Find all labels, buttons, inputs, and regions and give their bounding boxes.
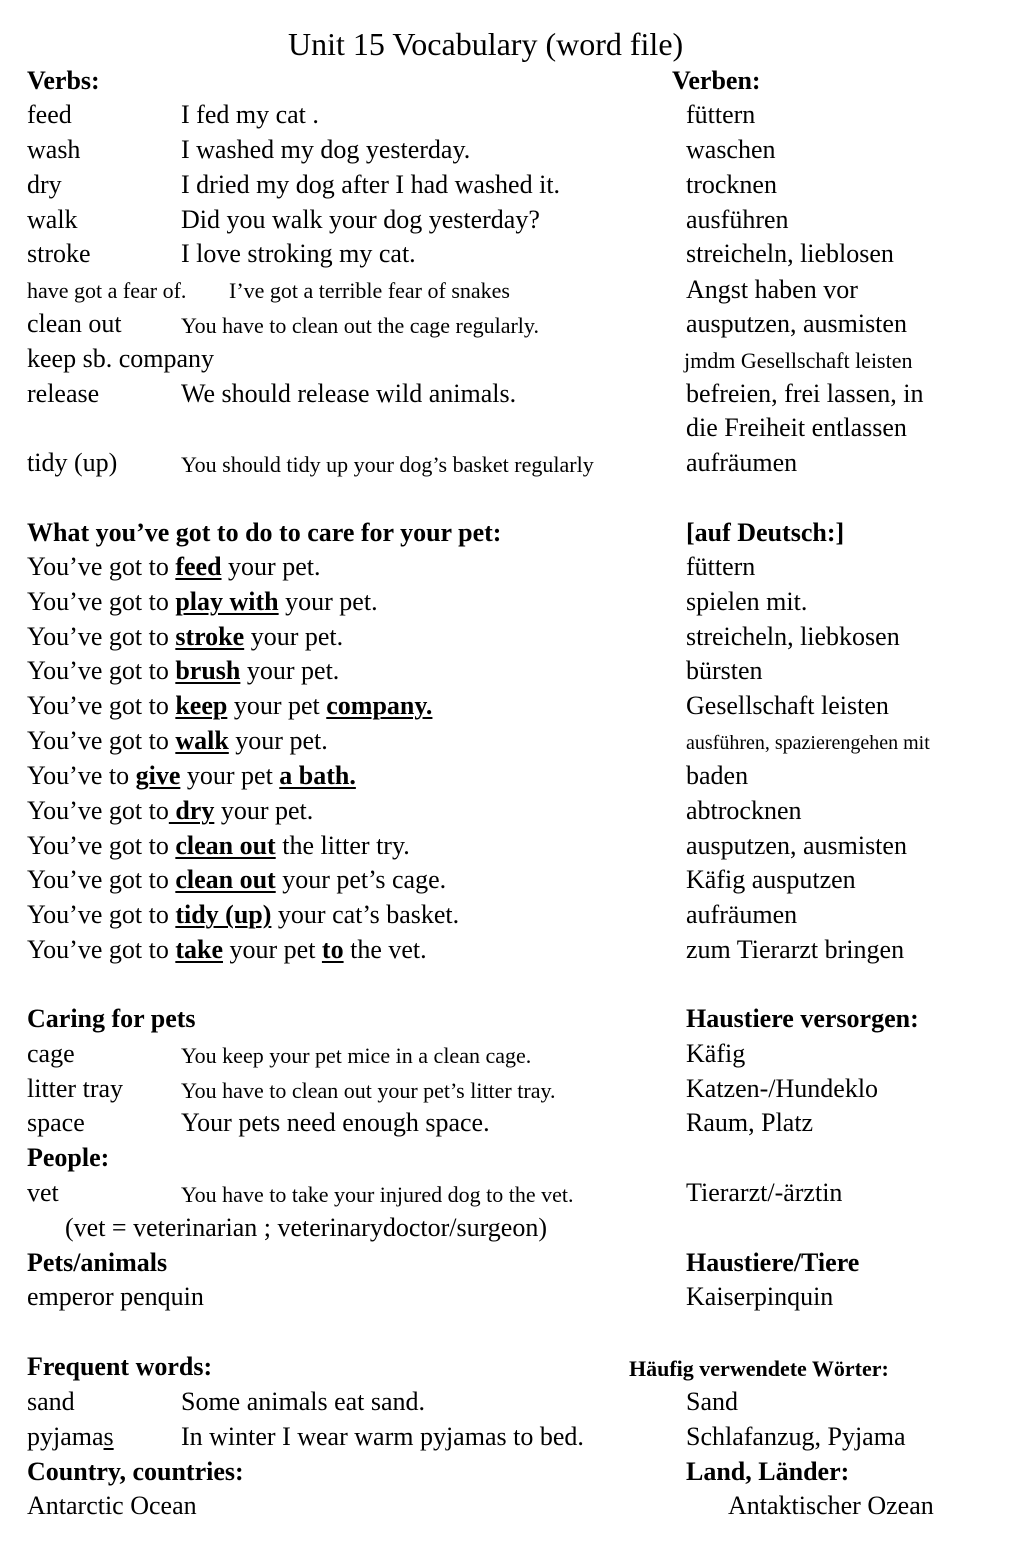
vocab-word: emperor penquin xyxy=(27,1282,204,1311)
example-sentence: You have to take your injured dog to the vet. xyxy=(181,1182,574,1207)
example-sentence: I’ve got a terrible fear of snakes xyxy=(229,278,510,303)
key-verb: stroke xyxy=(175,622,245,651)
german-translation: baden xyxy=(686,761,749,790)
german-translation: abtrocknen xyxy=(686,796,802,825)
vocab-word: cage xyxy=(27,1039,75,1068)
vocab-word: litter tray xyxy=(27,1074,124,1103)
care-sentence-middle: your pet xyxy=(180,761,280,790)
care-sentence-end: your pet’s cage. xyxy=(275,865,447,894)
german-translation: befreien, frei lassen, in xyxy=(686,379,924,408)
german-translation: ausputzen, ausmisten xyxy=(686,831,907,860)
vocab-word: tidy (up) xyxy=(27,448,118,477)
german-translation-continued: die Freiheit entlassen xyxy=(686,413,907,442)
german-translation: Angst haben vor xyxy=(686,275,858,304)
section-heading-verbs-de: Verben: xyxy=(672,66,761,95)
example-sentence: I fed my cat . xyxy=(181,100,319,129)
section-heading-people: People: xyxy=(27,1143,110,1172)
section-heading-caring: Caring for pets xyxy=(27,1004,196,1033)
german-translation: Käfig xyxy=(686,1039,746,1068)
german-translation: streicheln, liebkosen xyxy=(686,622,900,651)
example-sentence: Your pets need enough space. xyxy=(181,1108,490,1137)
section-heading-care: What you’ve got to do to care for your pet: xyxy=(27,518,502,547)
german-translation: ausputzen, ausmisten xyxy=(686,309,907,338)
example-sentence: You should tidy up your dog’s basket regularly xyxy=(181,452,594,477)
care-sentence xyxy=(27,798,313,824)
key-phrase: company. xyxy=(326,691,433,720)
example-sentence: You have to clean out the cage regularly. xyxy=(181,313,539,338)
example-sentence: I washed my dog yesterday. xyxy=(181,135,471,164)
care-sentence-end: the vet. xyxy=(343,935,427,964)
german-translation: spielen mit. xyxy=(686,587,808,616)
key-verb: feed xyxy=(175,552,222,581)
german-translation: aufräumen xyxy=(686,900,798,929)
care-sentence-start: You’ve got to xyxy=(27,865,176,894)
key-verb: walk xyxy=(175,726,229,755)
vocab-word: release xyxy=(27,379,100,408)
german-translation: füttern xyxy=(686,552,756,581)
vocab-word: sand xyxy=(27,1387,75,1416)
section-heading-country-de: Land, Länder: xyxy=(686,1457,850,1486)
german-translation: Raum, Platz xyxy=(686,1108,814,1137)
vocab-word: vet xyxy=(27,1178,59,1207)
german-translation: waschen xyxy=(686,135,776,164)
care-sentence xyxy=(27,867,446,893)
care-sentence-end: your pet. xyxy=(214,796,314,825)
german-translation: bürsten xyxy=(686,656,763,685)
care-sentence-start: You’ve got to xyxy=(27,587,176,616)
vocab-word: feed xyxy=(27,100,72,129)
vocab-word: wash xyxy=(27,135,81,164)
example-sentence: Some animals eat sand. xyxy=(181,1387,426,1416)
care-sentence-end: your pet. xyxy=(278,587,378,616)
vet-note: (vet = veterinarian ; veterinarydoctor/surgeon) xyxy=(65,1213,547,1242)
vocab-word: Antarctic Ocean xyxy=(27,1491,197,1520)
key-phrase: to xyxy=(321,935,344,964)
vocab-word: keep sb. company xyxy=(27,344,215,373)
section-heading-care-de: [auf Deutsch:] xyxy=(686,518,845,547)
page-title: Unit 15 Vocabulary (word file) xyxy=(288,26,684,62)
example-sentence: We should release wild animals. xyxy=(181,379,517,408)
key-verb: play with xyxy=(175,587,279,616)
german-translation: Gesellschaft leisten xyxy=(686,691,889,720)
key-verb: clean out xyxy=(175,865,276,894)
key-phrase: a bath. xyxy=(279,761,356,790)
section-heading-caring-de: Haustiere versorgen: xyxy=(686,1004,919,1033)
german-translation: Käfig ausputzen xyxy=(686,865,856,894)
care-sentence-middle: your pet xyxy=(227,691,327,720)
german-translation: Antaktischer Ozean xyxy=(728,1491,934,1520)
care-sentence-start: You’ve got to xyxy=(27,656,176,685)
key-verb: take xyxy=(175,935,223,964)
german-translation: Sand xyxy=(686,1387,738,1416)
german-translation: aufräumen xyxy=(686,448,798,477)
german-translation: jmdm Gesellschaft leisten xyxy=(684,348,913,373)
care-sentence-start: You’ve got to xyxy=(27,622,176,651)
example-sentence: You keep your pet mice in a clean cage. xyxy=(181,1043,532,1068)
german-translation: trocknen xyxy=(686,170,777,199)
care-sentence-end: your cat’s basket. xyxy=(271,900,460,929)
care-sentence-end: your pet. xyxy=(221,552,321,581)
vocab-word xyxy=(27,1424,114,1450)
german-translation: füttern xyxy=(686,100,756,129)
care-sentence-end: your pet. xyxy=(240,656,340,685)
care-sentence-start: You’ve got to xyxy=(27,831,176,860)
section-heading-pets: Pets/animals xyxy=(27,1248,168,1277)
german-translation: ausführen xyxy=(686,205,789,234)
key-verb: tidy (up) xyxy=(175,900,272,929)
key-verb: keep xyxy=(175,691,228,720)
vocab-word: space xyxy=(27,1108,85,1137)
care-sentence-end: your pet. xyxy=(228,726,328,755)
care-sentence xyxy=(27,658,339,684)
vocab-word: dry xyxy=(27,170,62,199)
german-translation: Schlafanzug, Pyjama xyxy=(686,1422,906,1451)
example-sentence: I dried my dog after I had washed it. xyxy=(181,170,561,199)
german-translation: streicheln, lieblosen xyxy=(686,239,894,268)
section-heading-frequent-de: Häufig verwendete Wörter: xyxy=(629,1356,889,1381)
example-sentence: You have to clean out your pet’s litter tray. xyxy=(181,1078,556,1103)
vocab-word: have got a fear of. xyxy=(27,278,187,303)
vocab-word-stem: pyjama xyxy=(27,1422,104,1451)
care-sentence-start: You’ve got to xyxy=(27,691,176,720)
care-sentence-start: You’ve got to xyxy=(27,900,176,929)
german-translation: ausführen, spazierengehen mit xyxy=(686,732,930,754)
care-sentence xyxy=(27,902,459,928)
key-verb: brush xyxy=(175,656,241,685)
german-translation: zum Tierarzt bringen xyxy=(686,935,905,964)
care-sentence-start: You’ve got to xyxy=(27,552,176,581)
care-sentence-start: You’ve to xyxy=(27,761,136,790)
care-sentence xyxy=(27,728,328,754)
care-sentence xyxy=(27,937,427,963)
section-heading-verbs: Verbs: xyxy=(27,66,100,95)
care-sentence xyxy=(27,763,356,789)
care-sentence xyxy=(27,554,320,580)
example-sentence: I love stroking my cat. xyxy=(181,239,416,268)
german-translation: Katzen-/Hundeklo xyxy=(686,1074,879,1103)
german-translation: Kaiserpinquin xyxy=(686,1282,834,1311)
care-sentence xyxy=(27,693,432,719)
example-sentence: In winter I wear warm pyjamas to bed. xyxy=(181,1422,584,1451)
section-heading-country: Country, countries: xyxy=(27,1457,244,1486)
german-translation: Tierarzt/-ärztin xyxy=(686,1178,843,1207)
section-heading-pets-de: Haustiere/Tiere xyxy=(686,1248,860,1277)
section-heading-frequent: Frequent words: xyxy=(27,1352,213,1381)
care-sentence-end: your pet. xyxy=(244,622,344,651)
vocab-word-suffix: s xyxy=(103,1422,114,1451)
care-sentence-end: the litter try. xyxy=(275,831,410,860)
care-sentence-start: You’ve got to xyxy=(27,796,169,825)
example-sentence: Did you walk your dog yesterday? xyxy=(181,205,540,234)
care-sentence-start: You’ve got to xyxy=(27,726,176,755)
vocab-word: clean out xyxy=(27,309,122,338)
care-sentence-start: You’ve got to xyxy=(27,935,176,964)
care-sentence xyxy=(27,624,343,650)
care-sentence xyxy=(27,589,378,615)
vocab-word: stroke xyxy=(27,239,91,268)
care-sentence-middle: your pet xyxy=(223,935,322,964)
key-verb: clean out xyxy=(175,831,276,860)
vocab-word: walk xyxy=(27,205,78,234)
key-verb: give xyxy=(135,761,181,790)
care-sentence xyxy=(27,833,410,859)
key-verb: dry xyxy=(168,796,215,825)
